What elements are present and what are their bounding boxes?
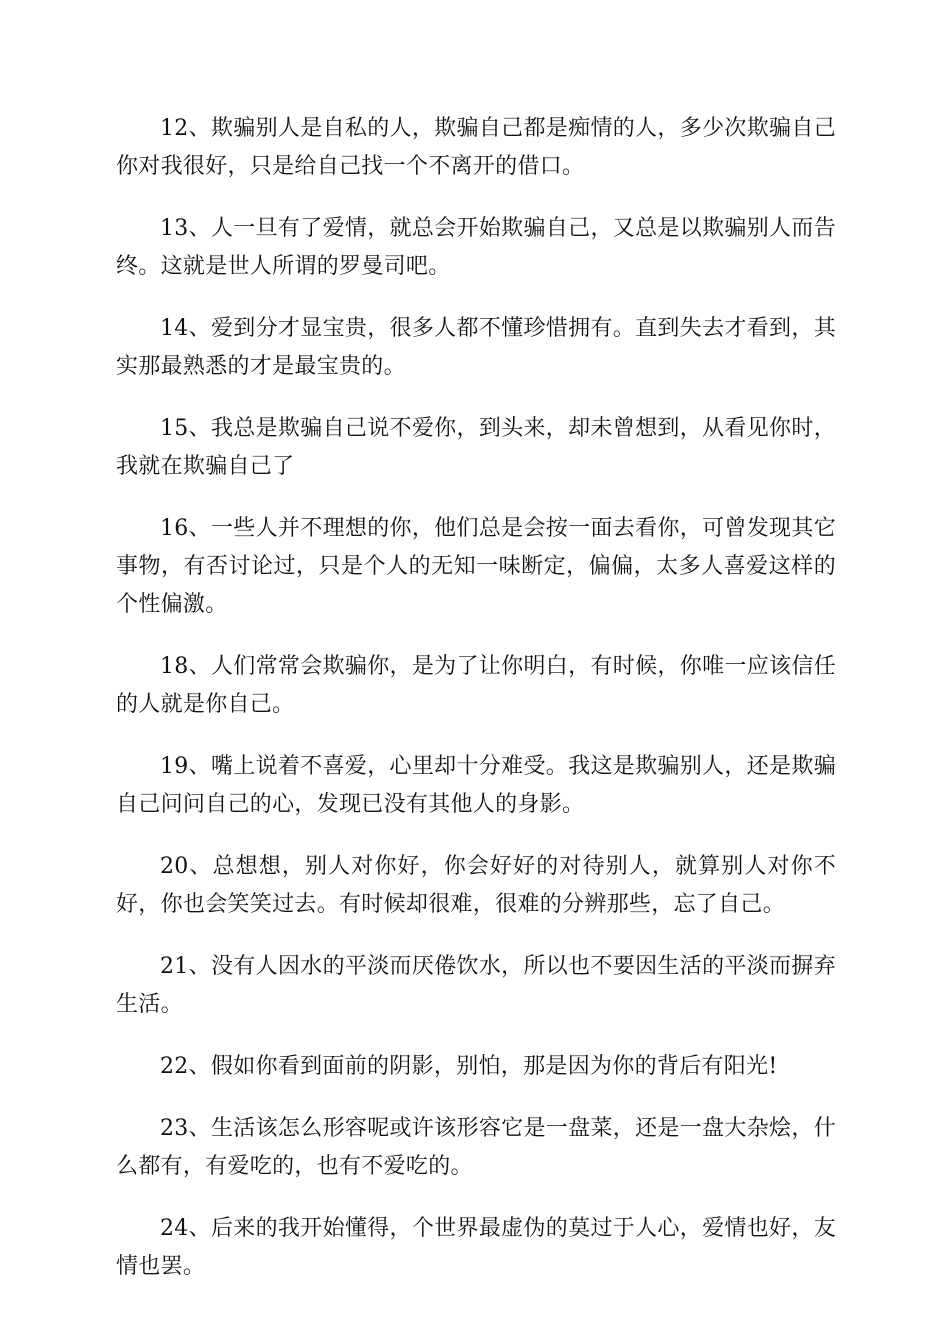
paragraph-23: 23、生活该怎么形容呢或许该形容它是一盘菜，还是一盘大杂烩，什么都有，有爱吃的，也有不爱吃的。 bbox=[116, 1116, 836, 1179]
paragraph-24: 24、后来的我开始懂得，个世界最虚伪的莫过于人心，爱情也好，友情也罢。 bbox=[116, 1216, 836, 1279]
paragraph-20: 20、总想想，别人对你好，你会好好的对待别人，就算别人对你不好，你也会笑笑过去。有时候却很难，很难的分辨那些，忘了自己。 bbox=[116, 854, 836, 917]
paragraph-15: 15、我总是欺骗自己说不爱你，到头来，却未曾想到，从看见你时，我就在欺骗自己了 bbox=[116, 416, 836, 479]
document-body bbox=[116, 110, 836, 1310]
paragraph-12: 12、欺骗别人是自私的人，欺骗自己都是痴情的人，多少次欺骗自己你对我很好，只是给自己找一个不离开的借口。 bbox=[116, 116, 836, 179]
paragraph-19: 19、嘴上说着不喜爱，心里却十分难受。我这是欺骗别人，还是欺骗自己问问自己的心，发现已没有其他人的身影。 bbox=[116, 754, 836, 817]
paragraph-18: 18、人们常常会欺骗你，是为了让你明白，有时候，你唯一应该信任的人就是你自己。 bbox=[116, 654, 836, 717]
paragraph-14: 14、爱到分才显宝贵，很多人都不懂珍惜拥有。直到失去才看到，其实那最熟悉的才是最宝贵的。 bbox=[116, 316, 836, 379]
paragraph-16: 16、一些人并不理想的你，他们总是会按一面去看你，可曾发现其它事物，有否讨论过，只是个人的无知一味断定，偏偏，太多人喜爱这样的个性偏激。 bbox=[116, 516, 836, 617]
paragraph-21: 21、没有人因水的平淡而厌倦饮水，所以也不要因生活的平淡而摒弃生活。 bbox=[116, 954, 836, 1017]
paragraph-22: 22、假如你看到面前的阴影，别怕，那是因为你的背后有阳光! bbox=[160, 1054, 778, 1079]
paragraph-13: 13、人一旦有了爱情，就总会开始欺骗自己，又总是以欺骗别人而告终。这就是世人所谓的罗曼司吧。 bbox=[116, 216, 836, 279]
